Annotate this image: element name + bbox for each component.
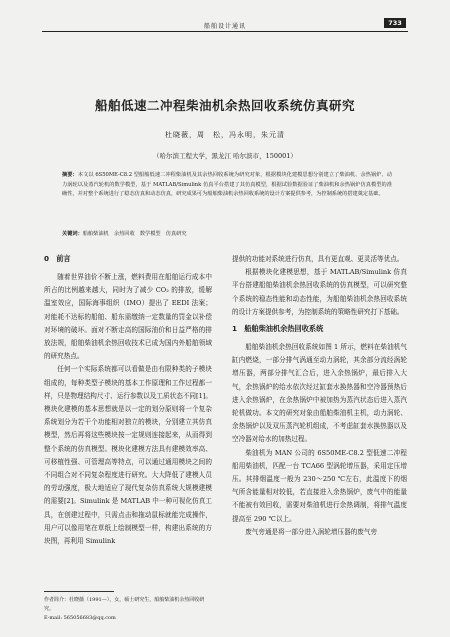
paragraph: 船舶柴油机余热回收系统如图 1 所示，燃料在柴油机气缸内燃烧，一部分排气涡通至动力涡轮，其余部分流经涡轮增压器，两部分排气汇合后，进入余热锅炉，最后排入大气，余热锅炉的给水依次经过缸套水换热器和空冷器预热后进入余热锅炉，在余热锅炉中被加热为蒸汽状态后进入蒸汽轮机做功。本文的研究对象由船舶柴油机主机，动力涡轮、余热锅炉以及双压蒸汽轮机组成，不考虑缸套水换热器以及空冷器对给水的加热过程。: [232, 343, 407, 444]
paragraph: 根据模块化建模思想，基于 MATLAB/Simulink 仿真平台搭建船舶柴油机余热回收系统的仿真模型，可以研究整个系统的稳态性能和动态性能，为船舶柴油机余热回收系统的设计方案提供参考，为控制系统的策略性研究打下基础。: [232, 268, 407, 316]
keywords-text: 船舶柴油机 余热回收 数学模型 仿真研究: [82, 231, 187, 237]
section-heading-1: 1 船舶柴油机余热回收系统: [232, 324, 324, 334]
affiliation: （哈尔滨工程大学，黑龙江 哈尔滨市，150001）: [153, 152, 297, 160]
paragraph: 废气旁通是将一部分进入涡轮增压器的废气旁: [245, 527, 378, 536]
paper-title: 船舶低速二冲程柴油机余热回收系统仿真研究: [94, 98, 355, 113]
footnote-rule: [44, 591, 114, 592]
paragraph: 随着世界油价不断上涨，燃料费用在船舶运行成本中所占的比例越来越大，同时为了减少 CO₂ 的排放，缓解温室效应，国际海事组织（IMO）提出了 EEDI 法案；对能耗不达标的船舶、船东需缴纳一定数量的罚金以补偿对环境的破坏。面对不断走高的国际油价和日益严格的排放法规，船舶柴油机余热回收技术已成为国内外船舶领域的研究热点。: [44, 273, 212, 361]
footnote: [44, 596, 214, 623]
left-column: [44, 253, 212, 548]
section-heading-intro: 0 前言: [44, 254, 71, 263]
paragraph: 提供的功能对系统进行仿真，具有更直观、更灵活等优点。: [232, 255, 404, 263]
right-column: [232, 253, 407, 539]
keywords: [62, 230, 392, 237]
paragraph: 柴油机为 MAN 公司的 6S50ME-C8.2 型低速二冲程船用柴油机，匹配一台 TCA66 型涡轮增压器，采用定压增压。其排烟温度一般为 230～250 ℃左右，此温度下的烟气所含能量相对较低，若直接进入余热锅炉，废气中的能量不能被有效回收，需要对柴油机进行余热调制，将排气温度提高至 290 ℃以上。: [232, 448, 407, 523]
header-rule: [42, 31, 408, 32]
page-number: 733: [384, 18, 406, 28]
abstract-text: 本文以 6S50ME-C8.2 型船舶低速二冲程柴油机及其余热回收系统为研究对象，根据模块化建模思想分别建立了柴油机、余热锅炉、动力涡轮以及蒸汽轮机的数学模型，基于 MATLAB/Simulink 仿真平台搭建了其仿真模型，根据试验数据验证了柴油机和余热锅炉仿真模型的准确性，并对整个系统进行了稳态仿真和动态仿真，研究成果可为船舶柴油机余热回收系统的设计方案提供参考，为控制系统的搭建奠定基础。: [62, 172, 392, 198]
author-bio: 作者简介：杜晓薇（1991—），女，硕士研究生，船舶柴油机余热回收研究。: [44, 597, 205, 612]
keywords-label: 关键词：: [62, 231, 83, 237]
paragraph: 任何一个实际系统都可以看做是由有限种类的子模块组成的，每种类型子模块的基本工作原理和工作过程都一样，只是物理结构尺寸、运行参数以及工质状态不同[1]。模块化建模的基本思想就是以一定的划分原则将一个复杂系统划分为若干个功能相对独立的模块，分别建立其仿真模型，然后再将这些模块按一定规则连接起来，从而得到整个系统的仿真模型。模块化建模方法具有建模效率高、可移植性强、可管理高等特点，可以通过通用模块之间的不同组合对不同复杂程度进行研究。大大降低了建模人员的劳动强度，极大地适应了现代复杂仿真系统大规模建模的需要[2]。Simulink 是 MATLAB 中一种可视化仿真工具，在创建过程中，只需点击和拖动鼠标就能完成操作，用户可以像用笔在草纸上绘制模型一样，构建出系统的方块图，再利用 Simulink: [44, 365, 212, 546]
author-email: E-mail: 565056683@qq.com: [44, 615, 116, 621]
running-header-title: 船舶设计通讯: [203, 23, 246, 30]
author-list: 杜晓薇，周 松，冯永明，朱元清: [165, 131, 285, 139]
abstract-label: 摘要：: [62, 172, 78, 178]
abstract: [62, 171, 392, 200]
